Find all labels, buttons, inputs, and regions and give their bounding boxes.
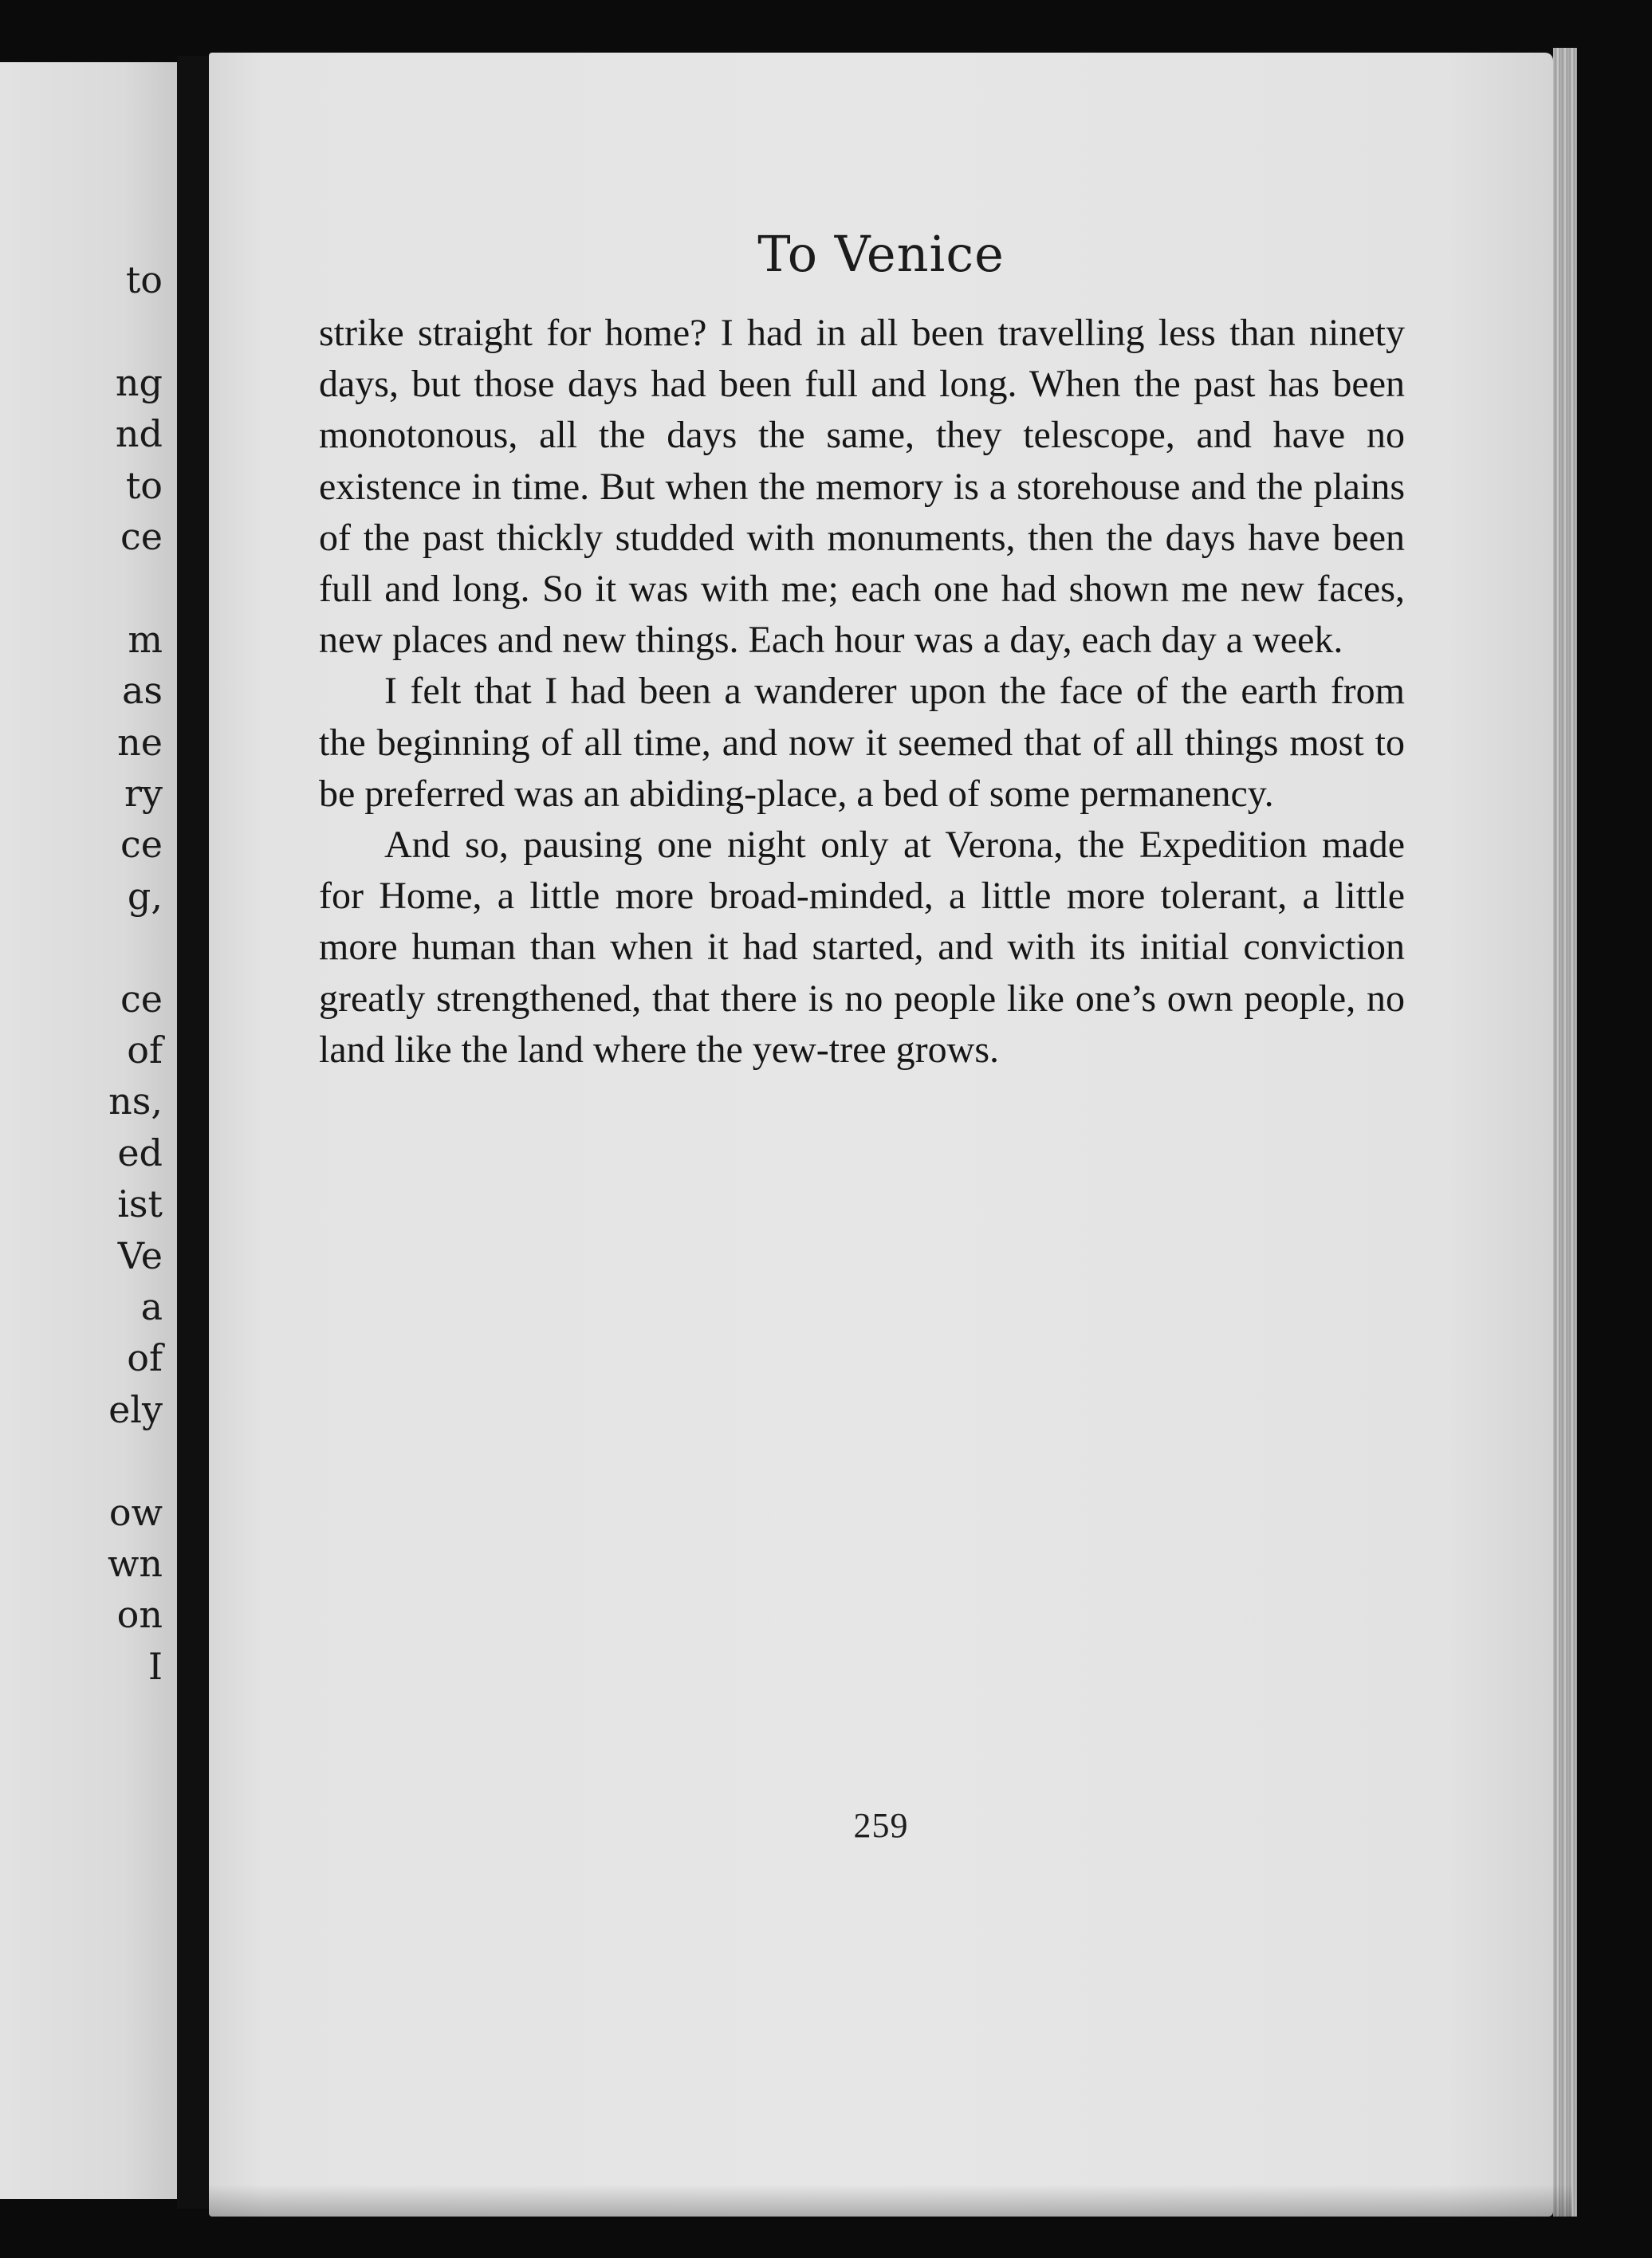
left-page-fragment: to [125, 258, 163, 301]
left-page-fragment: ng [115, 360, 163, 404]
paragraph-1: strike straight for home? I had in all been travelling less than ninety days, but those days had been full and long. When the past has been monotonous, all the days the same, they telescope, and have no existence in time. But when the memory is a storehouse and the plains of the past thickly studded with monuments, then the days have been full and long. So it was with me; each one had shown me new faces, new places and new things. Each hour was a day, each day a week. [319, 312, 1405, 662]
paragraph-3: And so, pausing one night only at Verona, the Expedition made for Home, a little more broad-minded, a little more tolerant, a little more human than when it had started, and with its initial conviction greatly strengthened, that there is no people like one’s own people, no land like the land where the yew-tree grows. [319, 824, 1405, 1071]
left-page-fragment: on [116, 1593, 163, 1637]
left-page-fragment: as [121, 669, 163, 713]
left-page-fragment: nd [115, 412, 163, 456]
left-page-fragment: ce [120, 823, 163, 867]
left-page-fragment: I [148, 1644, 163, 1688]
left-page-fragment: ed [117, 1131, 163, 1174]
left-page-fragment: to [125, 463, 163, 507]
left-page-fragment: ne [117, 720, 163, 764]
left-page-fragment: ry [124, 772, 163, 815]
running-head: To Venice [757, 225, 1005, 283]
left-page-fragment: Ve [117, 1233, 163, 1277]
left-page-fragment: ist [117, 1182, 163, 1226]
body-text [319, 308, 1405, 1076]
left-page-fragment: wn [108, 1542, 163, 1585]
left-page-fragment: of [127, 1336, 163, 1380]
left-page-fragment: a [140, 1285, 163, 1328]
book-gutter [177, 56, 209, 2209]
left-page-fragment: g, [127, 874, 163, 918]
left-page-fragment: of [127, 1029, 163, 1072]
left-page-fragment: ce [120, 977, 163, 1021]
paragraph-2: I felt that I had been a wanderer upon the face of the earth from the beginning of all time, and now it seemed that of all things most to be preferred was an abiding-place, a bed of some permanency. [319, 670, 1405, 815]
left-page-fragment: ely [108, 1387, 163, 1431]
left-page-fragment: m [128, 617, 163, 661]
left-page-fragment: ns, [108, 1080, 163, 1123]
page-number: 259 [853, 1806, 909, 1845]
page-edges [1553, 48, 1577, 2217]
left-page-fragment: ce [120, 515, 163, 558]
page-bottom-shadow [209, 2185, 1572, 2217]
left-page-fragment: ow [108, 1490, 163, 1534]
left-facing-page [0, 62, 177, 2199]
right-page [209, 53, 1553, 2217]
